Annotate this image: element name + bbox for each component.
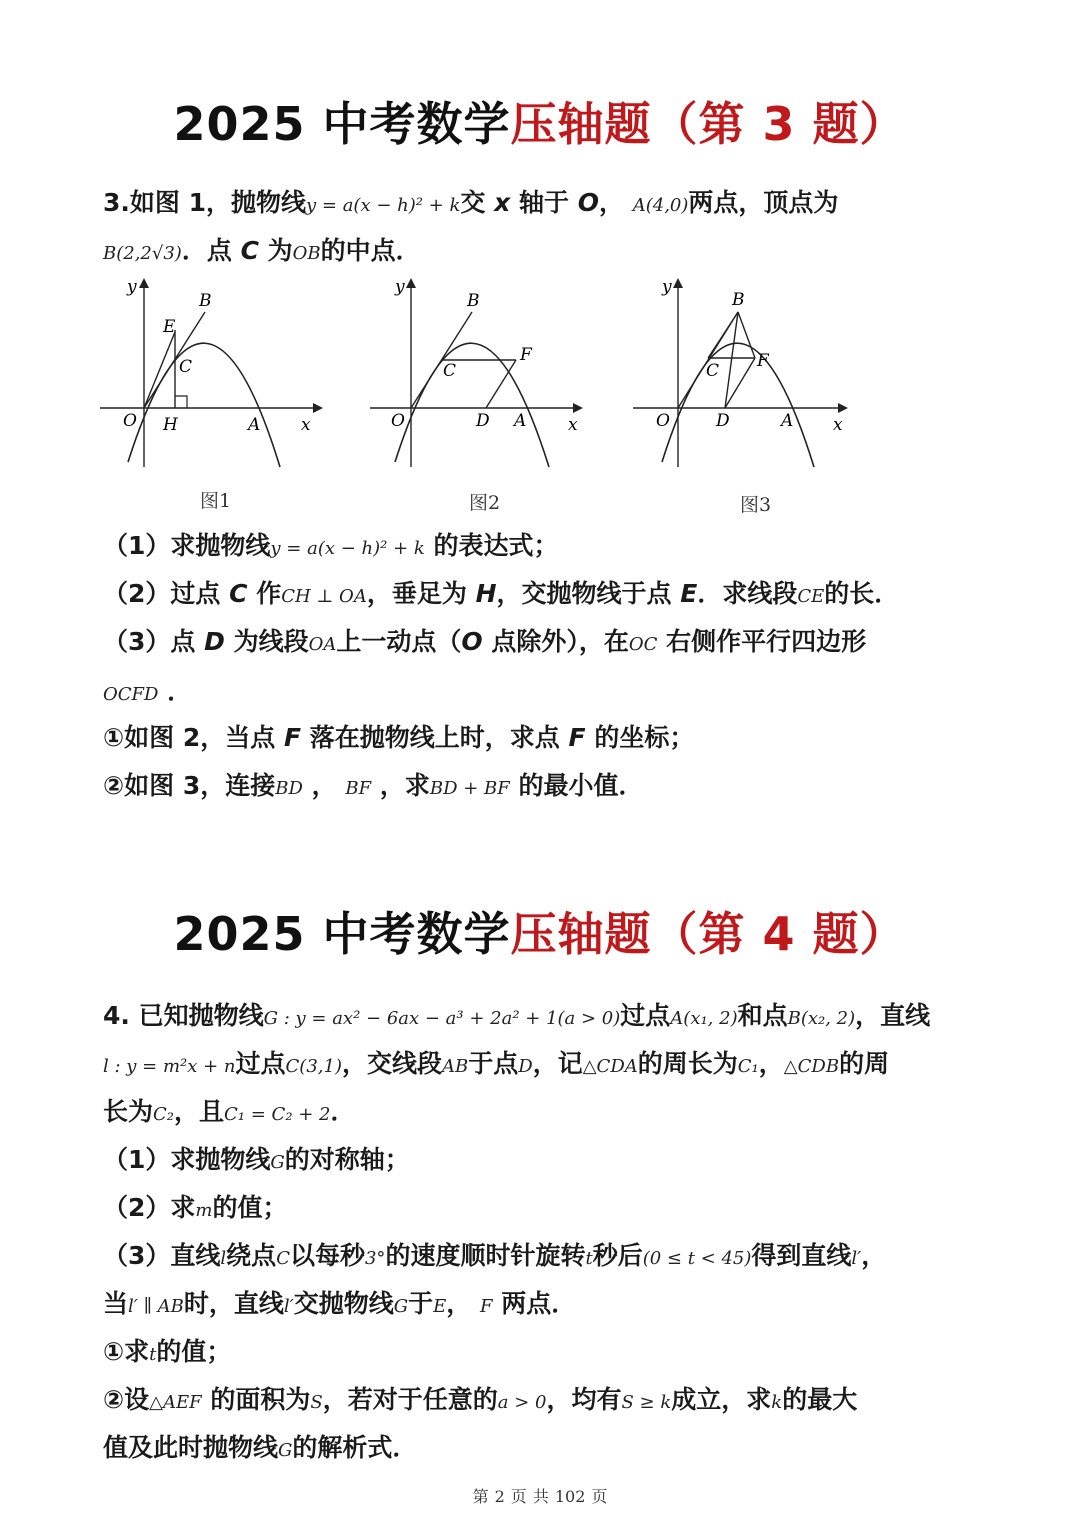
fig3-parabola: [662, 343, 814, 467]
fig2-x-arrow: [573, 403, 583, 413]
fig2-label-a: A: [514, 411, 527, 431]
q3-part3: （3）点 D 为线段OA上一动点（O 点除外），在OC 右侧作平行四边形: [103, 627, 867, 656]
q3-part3-cont: OCFD ．: [103, 677, 193, 706]
q4-part2: （2）求m的值；: [103, 1193, 288, 1222]
fig2-label-d: D: [476, 411, 490, 431]
fig2-segment-fd: [486, 360, 516, 408]
fig1-label-b: B: [199, 291, 212, 311]
fig2-label-b: B: [467, 291, 480, 311]
fig3-label-a: A: [781, 411, 794, 431]
q4-line3: 长为C₂，且C₁ = C₂ + 2．: [103, 1097, 356, 1126]
fig1-label-c: C: [179, 357, 193, 377]
page-footer: 第 2 页 共 102 页: [472, 1487, 608, 1506]
q4-line1: 4. 已知抛物线G : y = ax² − 6ax − a³ + 2a² + 1(a > 0)过点A(x₁, 2)和点B(x₂, 2)，直线: [103, 1001, 931, 1030]
q4-title-black: 2025 中考数学: [173, 907, 511, 961]
fig1-label-y: y: [127, 277, 137, 297]
fig2-y-arrow: [406, 278, 416, 288]
fig1-right-angle: [175, 396, 187, 408]
page-number: 2: [494, 1487, 505, 1506]
fig3-y-arrow: [673, 278, 683, 288]
fig1-label-o: O: [123, 411, 137, 431]
q4-part1: （1）求抛物线G的对称轴；: [103, 1145, 410, 1174]
fig1-label-x: x: [301, 415, 311, 435]
fig3-label-y: y: [662, 277, 672, 297]
figure-2: [365, 272, 595, 514]
q3-line2: B(2,2√3)．点 C 为OB的中点．: [103, 236, 421, 265]
q4-part3-cont: 当l′ ∥ AB时，直线l′交抛物线G于E， F 两点．: [103, 1289, 577, 1318]
q3-title-red: 压轴题（第 3 题）: [510, 97, 907, 151]
fig1-label-h: H: [163, 415, 178, 435]
q3-part2: （2）过点 C 作CH ⊥ OA，垂足为 H，交抛物线于点 E．求线段CE的长．: [103, 579, 900, 608]
fig3-label-f: F: [757, 351, 769, 371]
fig2-caption: 图2: [469, 492, 501, 514]
fig2-label-x: x: [568, 415, 578, 435]
q3-title-black: 2025 中考数学: [173, 97, 511, 151]
fig2-label-y: y: [395, 277, 405, 297]
fig2-label-f: F: [520, 345, 532, 365]
fig1-label-e: E: [163, 317, 176, 337]
q4-title-red: 压轴题（第 4 题）: [510, 907, 907, 961]
fig1-x-arrow: [313, 403, 323, 413]
fig3-label-b: B: [732, 290, 745, 310]
fig3-segment-bc: [708, 312, 738, 358]
q4-part3: （3）直线l绕点C以每秒3°的速度顺时针旋转t秒后(0 ≤ t < 45)得到直线l′，: [103, 1241, 887, 1270]
figure-1: [95, 272, 325, 512]
q4-sub2: ②设△AEF 的面积为S，若对于任意的a > 0，均有S ≥ k成立，求k的最大: [103, 1385, 858, 1414]
fig3-caption: 图3: [740, 494, 772, 516]
page-total: 102: [554, 1487, 586, 1506]
fig1-segment-oe: [144, 332, 175, 408]
fig3-label-c: C: [706, 361, 720, 381]
q3-part1: （1）求抛物线y = a(x − h)² + k 的表达式；: [103, 531, 559, 560]
q3-line1: 3.如图 1，抛物线y = a(x − h)² + k交 x 轴于 O， A(4,0)两点，顶点为: [103, 188, 839, 217]
fig3-label-d: D: [716, 411, 730, 431]
fig1-parabola: [128, 343, 280, 467]
fig3-label-o: O: [656, 411, 670, 431]
fig1-caption: 图1: [200, 490, 232, 512]
fig1-label-a: A: [248, 415, 261, 435]
q4-sub2-cont: 值及此时抛物线G的解析式．: [103, 1433, 418, 1462]
q4-line2: l : y = m²x + n过点C(3,1)，交线段AB于点D，记△CDA的周长为C₁，△CDB的周: [103, 1049, 890, 1078]
fig3-segment-bf: [738, 312, 755, 358]
q3-title: [0, 88, 1080, 154]
q3-sub2: ②如图 3，连接BD ， BF ，求BD + BF 的最小值．: [103, 771, 644, 800]
fig2-label-o: O: [391, 411, 405, 431]
fig3-x-arrow: [838, 403, 848, 413]
q4-title: [0, 898, 1080, 964]
q4-sub1: ①求t的值；: [103, 1337, 232, 1366]
q3-sub1: ①如图 2，当点 F 落在抛物线上时，求点 F 的坐标；: [103, 723, 695, 752]
fig1-y-arrow: [139, 278, 149, 288]
fig2-label-c: C: [443, 361, 457, 381]
fig3-segment-fd: [725, 358, 755, 408]
fig3-segment-bd: [725, 312, 738, 408]
fig3-label-x: x: [833, 415, 843, 435]
figure-3: [628, 272, 858, 516]
